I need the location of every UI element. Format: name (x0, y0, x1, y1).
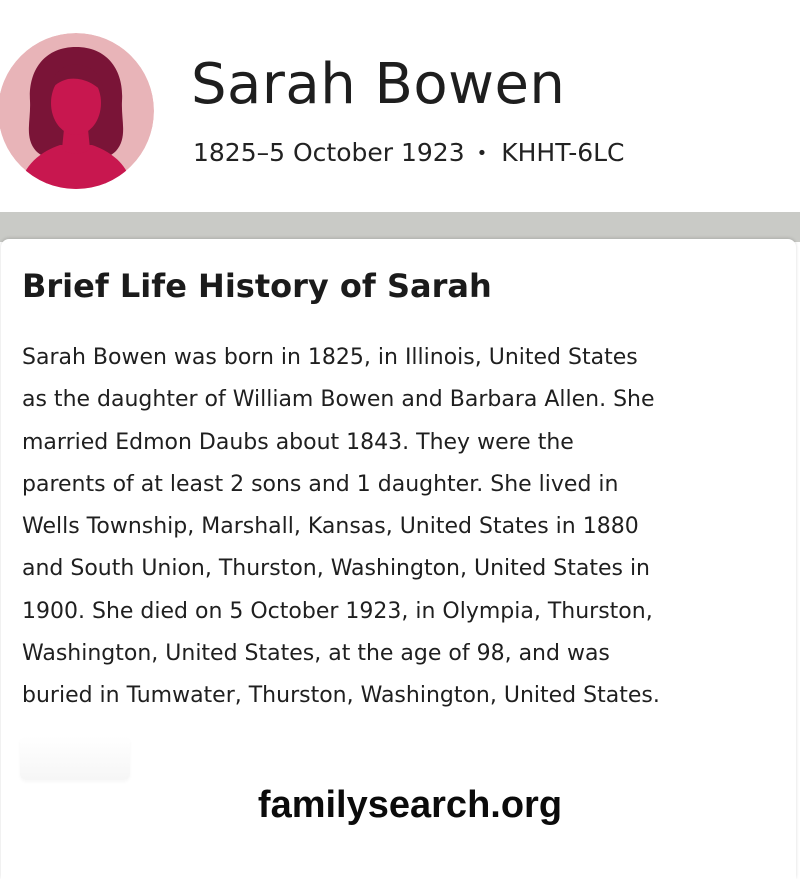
person-name: Sarah Bowen (191, 52, 566, 117)
watermark-source: familysearch.org (257, 784, 563, 826)
bio-line: and South Union, Thurston, Washington, United States in (22, 556, 650, 582)
bio-line: 1900. She died on 5 October 1923, in Olympia, Thurston, (22, 598, 653, 624)
bio-line: as the daughter of William Bowen and Barbara Allen. She (22, 387, 655, 413)
life-history-title: Brief Life History of Sarah (22, 267, 492, 305)
life-history-text (22, 337, 797, 718)
bio-line: married Edmon Daubs about 1843. They were the (22, 429, 574, 455)
bio-line: Washington, United States, at the age of 98, and was (22, 641, 610, 667)
female-silhouette-icon (0, 33, 154, 189)
bio-line: Wells Township, Marshall, Kansas, United States in 1880 (22, 514, 639, 540)
avatar[interactable] (0, 33, 154, 189)
more-button[interactable] (20, 736, 130, 780)
bio-line: parents of at least 2 sons and 1 daughter. She lived in (22, 471, 619, 497)
person-meta (193, 138, 625, 167)
separator-dot: • (476, 143, 488, 164)
bio-line: buried in Tumwater, Thurston, Washington, United States. (22, 683, 660, 709)
lifespan: 1825–5 October 1923 (193, 138, 465, 167)
person-header (0, 0, 800, 212)
header-divider-band (0, 212, 800, 242)
person-id[interactable]: KHHT-6LC (501, 138, 625, 167)
bio-line: Sarah Bowen was born in 1825, in Illinois, United States (22, 345, 638, 370)
